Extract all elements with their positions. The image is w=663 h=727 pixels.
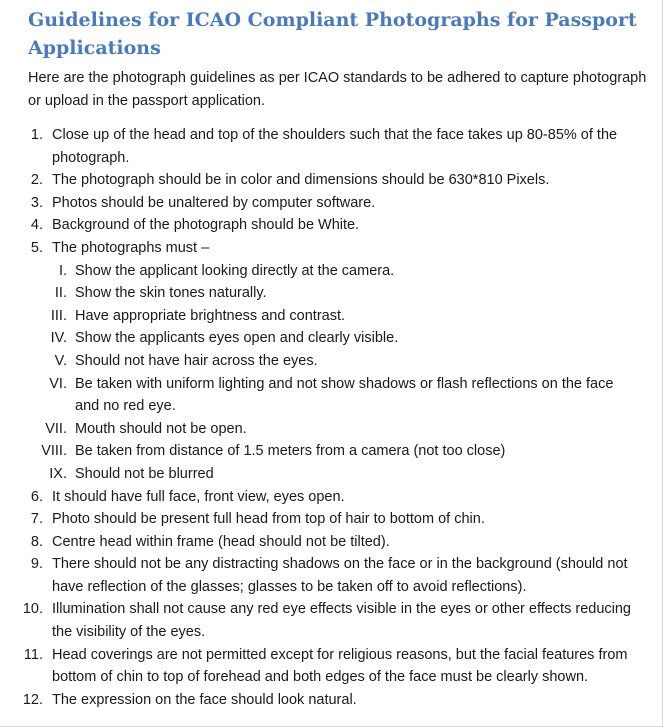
list-item xyxy=(0,214,660,237)
sublist-item-text: Have appropriate brightness and contrast. xyxy=(75,307,346,324)
sublist-item-number: V. xyxy=(54,352,67,369)
list-item-text: Photo should be present full head from top of hair to bottom of chin. xyxy=(52,511,485,528)
sublist-item xyxy=(0,282,642,305)
sublist-item-number: VI. xyxy=(49,375,67,392)
sublist-item xyxy=(0,305,642,328)
sublist-item xyxy=(0,327,642,350)
page-title: Guidelines for ICAO Compliant Photographs for Passport Applications xyxy=(28,9,637,59)
sublist-item-number: II. xyxy=(54,285,67,302)
sublist-item-number: VII. xyxy=(45,420,67,437)
sublist-item-number: IV. xyxy=(50,330,67,347)
list-item-text: Photos should be unaltered by computer software. xyxy=(52,194,376,211)
list-item-number: 6. xyxy=(30,488,43,505)
list-item xyxy=(0,508,660,531)
sublist-item-text: Should not have hair across the eyes. xyxy=(75,352,318,369)
list-item-number: 2. xyxy=(30,172,43,189)
sublist-item-number: I. xyxy=(58,262,67,279)
sublist-item-number: III. xyxy=(50,307,67,324)
list-item-number: 4. xyxy=(30,217,43,234)
list-item xyxy=(0,531,660,554)
list-item-number: 1. xyxy=(30,127,43,143)
list-item-text: It should have full face, front view, eyes open. xyxy=(52,488,345,505)
sublist-item xyxy=(0,260,642,283)
sublist-item xyxy=(0,418,642,441)
intro-paragraph: Here are the photograph guidelines as per ICAO standards to be adhered to capture photograph or upload in the passport application. xyxy=(28,70,647,109)
list-item xyxy=(0,169,660,192)
guidelines-list xyxy=(0,124,660,711)
sublist-item-text: Be taken from distance of 1.5 meters from a camera (not too close) xyxy=(75,443,506,460)
list-item-number: 11. xyxy=(23,646,43,663)
list-item xyxy=(0,553,660,598)
list-item xyxy=(0,124,660,169)
list-item xyxy=(0,486,660,509)
sublist-item-text: Mouth should not be open. xyxy=(75,420,247,437)
sublist-item xyxy=(0,463,642,486)
list-item xyxy=(0,689,660,712)
list-item-text: Head coverings are not permitted except for religious reasons, but the facial features from bottom of chin to top of forehead and both edges of the face must be clearly shown. xyxy=(52,646,628,686)
sublist-item-text: Be taken with uniform lighting and not show shadows or flash reflections on the face and no red eye. xyxy=(75,375,614,415)
sublist-item xyxy=(0,373,642,418)
sublist-item xyxy=(0,350,642,373)
list-item-text: The expression on the face should look natural. xyxy=(52,691,357,708)
list-item-number: 3. xyxy=(30,194,43,211)
list-item-text: There should not be any distracting shadows on the face or in the background (should not have reflection of the glasses; glasses to be taken off to avoid reflections). xyxy=(52,556,628,595)
list-item-text: Illumination shall not cause any red eye effects visible in the eyes or other effects reducing the visibility of the eyes. xyxy=(52,601,631,641)
sublist-item-number: VIII. xyxy=(41,443,67,460)
sublist-item-number: IX. xyxy=(49,465,67,482)
list-item-text: The photographs must – xyxy=(52,239,210,256)
photograph-requirements-sublist xyxy=(0,260,642,486)
list-item-number: 5. xyxy=(30,239,43,256)
sublist-item-text: Show the skin tones naturally. xyxy=(75,285,267,302)
list-item-number: 8. xyxy=(30,533,43,550)
list-item-number: 10. xyxy=(22,601,43,618)
list-item xyxy=(0,598,660,643)
list-item-text: Close up of the head and top of the shoulders such that the face takes up 80-85% of the photograph. xyxy=(52,127,618,166)
list-item xyxy=(0,644,660,689)
list-item xyxy=(0,192,660,215)
sublist-item-text: Show the applicants eyes open and clearly visible. xyxy=(75,330,399,347)
list-item-text: Background of the photograph should be White. xyxy=(52,217,360,234)
list-item-number: 9. xyxy=(30,556,43,573)
sublist-item-text: Show the applicant looking directly at the camera. xyxy=(75,262,395,279)
list-item-number: 7. xyxy=(30,511,43,528)
sublist-item-text: Should not be blurred xyxy=(75,465,214,482)
list-item xyxy=(0,237,660,486)
list-item-text: Centre head within frame (head should not be tilted). xyxy=(52,533,390,550)
sublist-item xyxy=(0,440,642,463)
list-item-text: The photograph should be in color and dimensions should be 630*810 Pixels. xyxy=(52,172,550,189)
list-item-number: 12. xyxy=(22,691,43,708)
